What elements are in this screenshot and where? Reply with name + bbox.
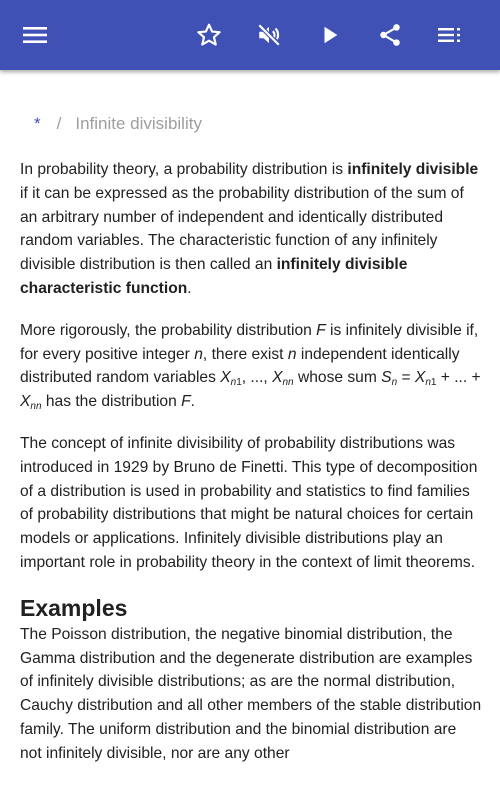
bold-term: infinitely divisible (347, 161, 479, 178)
math-var: X (414, 369, 426, 387)
math-var: n (287, 345, 297, 363)
star-outline-icon (196, 22, 222, 48)
text: whose sum (293, 369, 382, 387)
app-toolbar (0, 0, 500, 70)
play-icon (319, 24, 341, 46)
text: is infinitely divisible if, for every positive integer (20, 321, 479, 363)
math-var: S (381, 369, 392, 387)
math-var: F (181, 393, 191, 411)
math-var: X (20, 393, 31, 411)
share-button[interactable] (370, 15, 410, 55)
math-sub: nn (30, 401, 42, 413)
article-content[interactable] (0, 70, 500, 800)
text: . (190, 393, 195, 411)
section-heading-examples: Examples (20, 594, 128, 621)
math-var: X (272, 369, 283, 387)
text: independent identically distributed random variables (20, 345, 460, 387)
paragraph-examples: The Poisson distribution, the negative binomial distribution, the Gamma distribution and the degenerate distribution are examples of infinitely divisible distributions; as are the normal distribution, Cauchy distribution and all other members of the stable distribution family. The uniform distribution and the binomial distribution are not infinitely divisible, nor are any other (20, 625, 482, 762)
text: . (187, 279, 192, 297)
math-sub: nn (282, 377, 294, 389)
breadcrumb-current: Infinite divisibility (75, 114, 202, 133)
favorite-button[interactable] (189, 15, 229, 55)
text: , there exist (202, 345, 288, 363)
share-icon (377, 22, 403, 48)
text: , ..., (241, 369, 273, 387)
math-sub: 1 (430, 377, 437, 389)
bold-term: infinitely divisible characteristic function (20, 256, 408, 297)
math-sub: 1 (236, 377, 242, 389)
menu-icon (22, 25, 48, 45)
paragraph-definition (20, 319, 482, 414)
contents-button[interactable] (430, 15, 470, 55)
math-var: X (220, 369, 231, 387)
math-var: F (316, 321, 326, 339)
math-var: n (194, 345, 203, 363)
mute-button[interactable] (249, 15, 289, 55)
volume-off-icon (256, 22, 282, 48)
breadcrumb (34, 114, 202, 134)
breadcrumb-home-link[interactable]: * (34, 114, 41, 133)
play-button[interactable] (310, 15, 350, 55)
article-body (20, 158, 482, 784)
menu-button[interactable] (15, 15, 55, 55)
math-sub: n (425, 377, 431, 389)
math-sub: n (230, 377, 237, 389)
breadcrumb-separator: / (56, 114, 62, 133)
text: + ... + (436, 369, 481, 387)
text: In probability theory, a probability distribution is (20, 161, 348, 178)
paragraph-intro (20, 158, 482, 301)
text: if it can be expressed as the probability distribution of the sum of an arbitrary number of independent and identically distributed random variables. The characteristic function of any infinitely divisible distribution is then called an (20, 184, 464, 274)
text: has the distribution (41, 393, 182, 411)
paragraph-history: The concept of infinite divisibility of probability distributions was introduced in 1929 by Bruno de Finetti. This type of decomposition of a distribution is used in probability and statistics to find families of probability distributions that might be natural choices for certain models or applications. Infinitely divisible distributions play an important role in probability theory in the context of limit theorems. (20, 434, 478, 571)
math-sub: n (391, 377, 398, 389)
text: More rigorously, the probability distribution (20, 321, 317, 339)
list-icon (437, 24, 463, 46)
text: = (397, 369, 415, 387)
